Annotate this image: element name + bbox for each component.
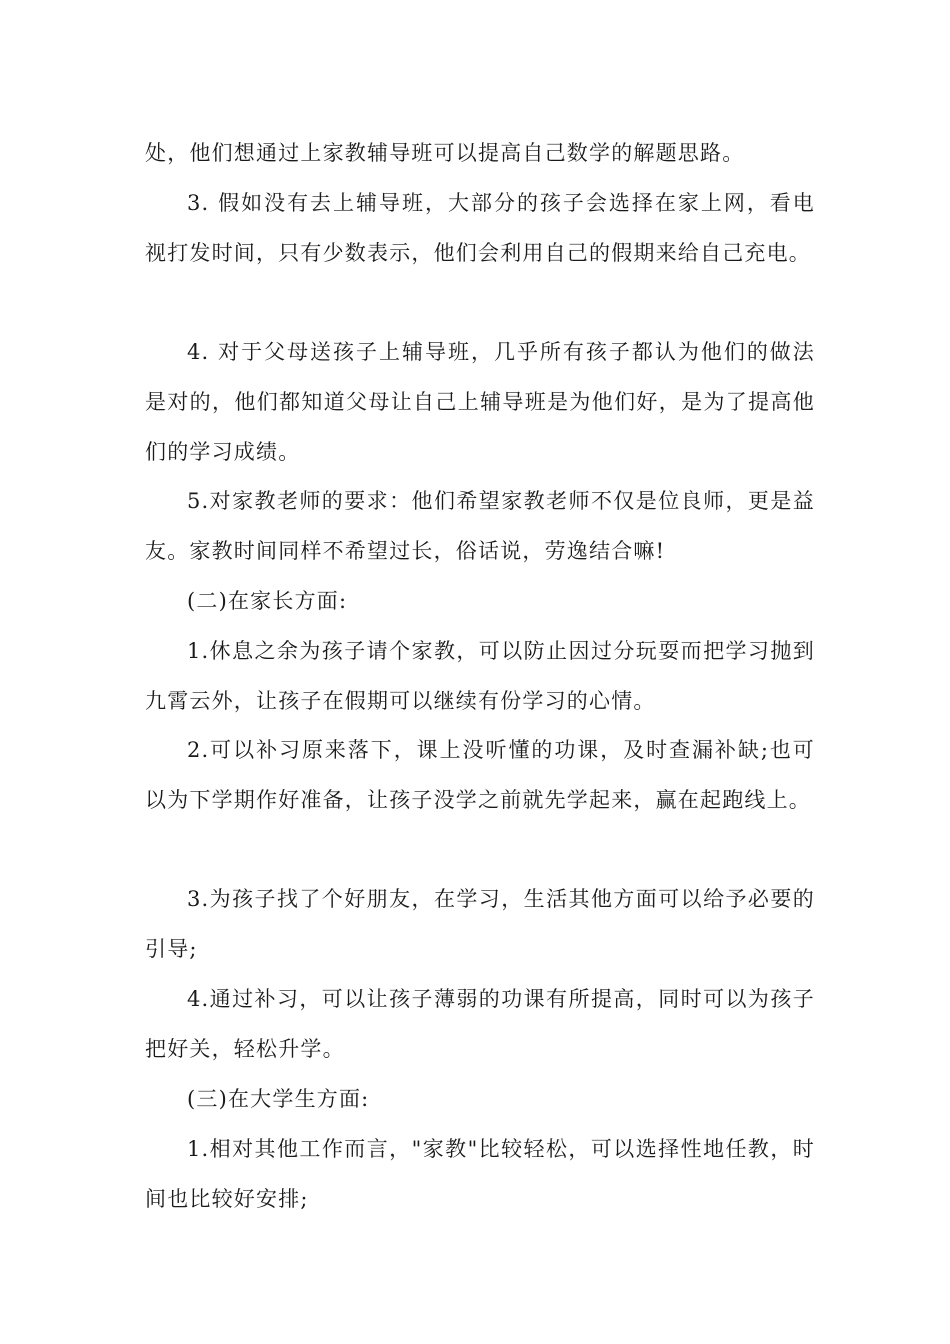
paragraph-2: 3. 假如没有去上辅导班，大部分的孩子会选择在家上网，看电视打发时间，只有少数表示，他们会利用自己的假期来给自己充电。	[145, 191, 815, 265]
paragraph-7: 3.为孩子找了个好朋友，在学习，生活其他方面可以给予必要的引导;	[145, 887, 815, 961]
paragraph-1: 处，他们想通过上家教辅导班可以提高自己数学的解题思路。	[145, 141, 745, 165]
paragraph-3: 4. 对于父母送孩子上辅导班，几乎所有孩子都认为他们的做法是对的，他们都知道父母让自己上辅导班是为他们好，是为了提高他们的学习成绩。	[145, 340, 815, 464]
section-heading-students: (三)在大学生方面:	[187, 1087, 370, 1111]
paragraph-5: 1.休息之余为孩子请个家教，可以防止因过分玩耍而把学习抛到九霄云外，让孩子在假期可以继续有份学习的心情。	[145, 639, 815, 713]
section-heading-parents: (二)在家长方面:	[187, 589, 348, 613]
paragraph-4: 5.对家教老师的要求：他们希望家教老师不仅是位良师，更是益友。家教时间同样不希望过长，俗话说，劳逸结合嘛!	[145, 489, 815, 563]
paragraph-8: 4.通过补习，可以让孩子薄弱的功课有所提高，同时可以为孩子把好关，轻松升学。	[145, 987, 815, 1061]
paragraph-6: 2.可以补习原来落下，课上没听懂的功课，及时查漏补缺;也可以为下学期作好准备，让孩子没学之前就先学起来，赢在起跑线上。	[145, 738, 815, 812]
paragraph-9: 1.相对其他工作而言，"家教"比较轻松，可以选择性地任教，时间也比较好安排;	[145, 1137, 815, 1211]
